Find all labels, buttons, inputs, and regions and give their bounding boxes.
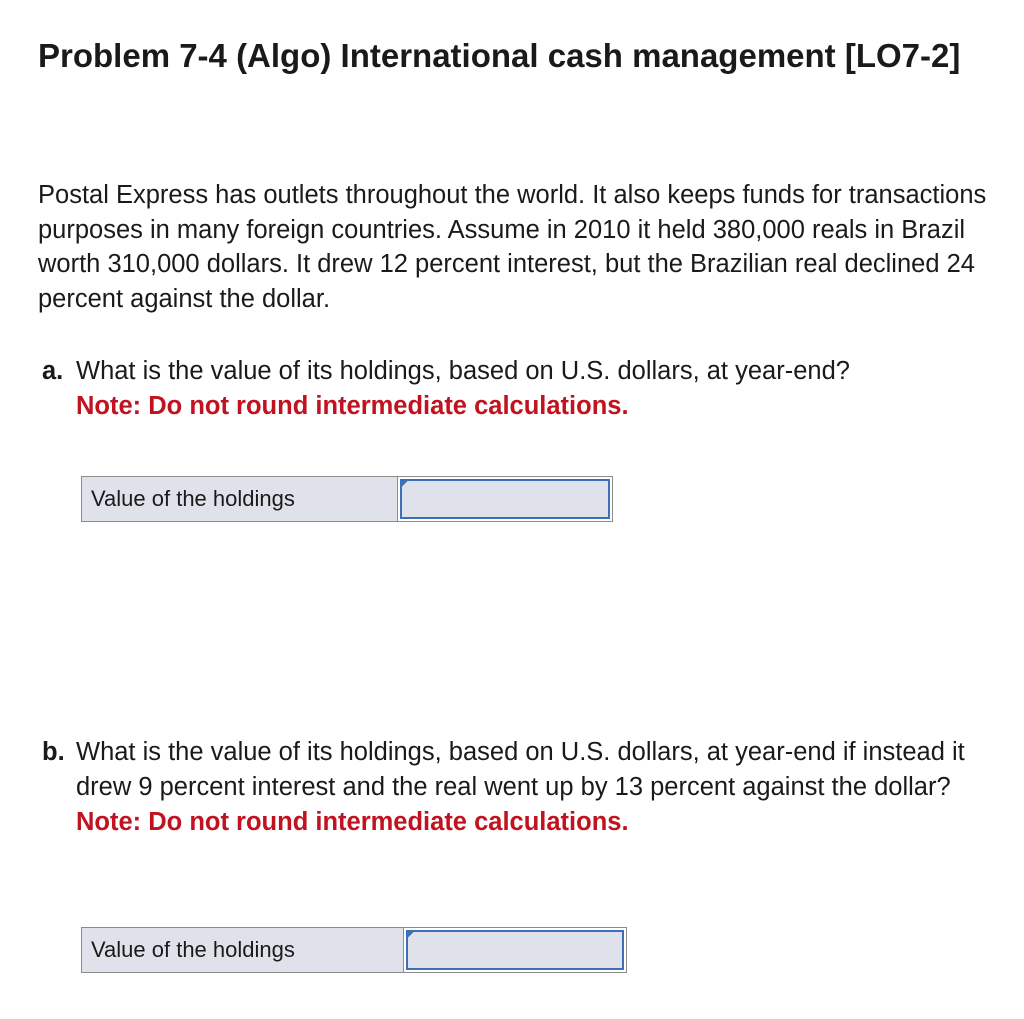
answer-a-input[interactable] — [400, 479, 610, 519]
question-a-letter: a. — [42, 357, 64, 385]
answer-row-b — [81, 927, 627, 973]
question-b-letter: b. — [42, 738, 65, 766]
question-a — [42, 354, 1012, 424]
question-a-note: Note: Do not round intermediate calculations. — [76, 392, 629, 420]
answer-row-a — [81, 476, 613, 522]
answer-b-input[interactable] — [406, 930, 624, 970]
answer-b-label: Value of the holdings — [81, 927, 403, 973]
answer-a-label: Value of the holdings — [81, 476, 397, 522]
flag-icon — [406, 930, 416, 940]
answer-a-cell — [397, 476, 613, 522]
question-b — [42, 735, 1012, 840]
flag-icon — [400, 479, 410, 489]
question-a-text: What is the value of its holdings, based on U.S. dollars, at year-end? — [76, 357, 850, 385]
question-b-note: Note: Do not round intermediate calculations. — [76, 808, 629, 836]
problem-intro: Postal Express has outlets throughout the world. It also keeps funds for transactions purposes in many foreign countries. Assume in 2010 it held 380,000 reals in Brazil worth 310,000 dollars. It drew 12 percent interest, but the Brazilian real declined 24 percent against the dollar. — [38, 181, 987, 313]
question-b-text: What is the value of its holdings, based on U.S. dollars, at year-end if instead it drew 9 percent interest and the real went up by 13 percent against the dollar? — [76, 738, 965, 801]
problem-title: Problem 7-4 (Algo) International cash management [LO7-2] — [38, 37, 961, 74]
answer-b-cell — [403, 927, 627, 973]
